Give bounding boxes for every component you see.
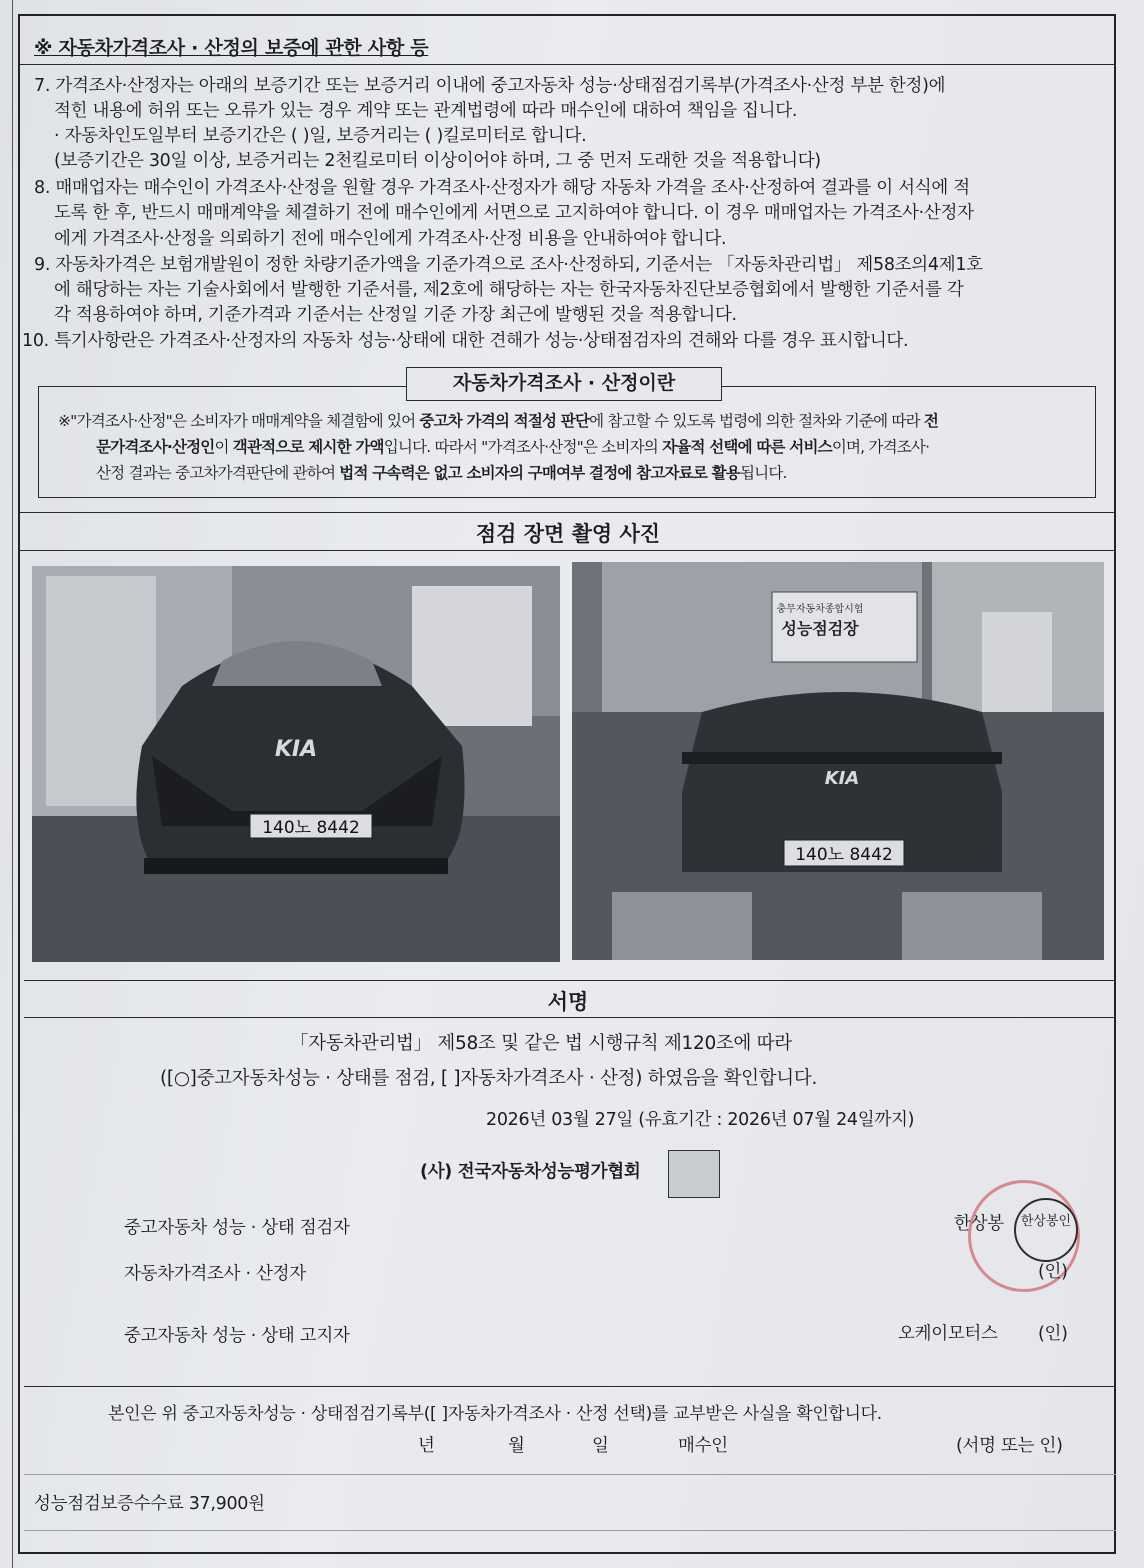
receipt-year: 년 (418, 1436, 435, 1456)
front-license-plate: 140노 8442 (262, 818, 360, 838)
notifier-name: 오케이모터스 (898, 1324, 998, 1344)
buyer-label: 매수인 (678, 1436, 728, 1456)
receipt-day: 일 (592, 1436, 609, 1456)
divider (20, 550, 1116, 551)
divider (20, 512, 1116, 513)
warranty-line: 에 해당하는 자는 기술사회에서 발행한 기준서를, 제2호에 해당하는 자는 한국자동차진단보증협회에서 발행한 기준서를 각 (54, 280, 964, 300)
warranty-heading: ※ 자동차가격조사 · 산정의 보증에 관한 사항 등 (34, 37, 429, 59)
appraiser-label: 자동차가격조사 · 산정자 (124, 1264, 306, 1284)
divider (20, 64, 1116, 65)
inspector-name: 한상봉 (954, 1214, 1004, 1234)
warranty-line: 도록 한 후, 반드시 매매계약을 체결하기 전에 매수인에게 서면으로 고지하여야 합니다. 이 경우 매매업자는 가격조사·산정자 (54, 203, 974, 223)
warranty-line: 에게 가격조사·산정을 의뢰하기 전에 매수인에게 가격조사·산정 비용을 안내하여야 합니다. (54, 229, 727, 249)
definition-title: 자동차가격조사 · 산정이란 (406, 367, 722, 401)
divider (24, 1530, 1116, 1531)
association-name: (사) 전국자동차성능평가협회 (420, 1162, 641, 1182)
rear-brand-logo: KIA (824, 768, 860, 789)
definition-line-1: ※"가격조사·산정"은 소비자가 매매계약을 체결함에 있어 중고차 가격의 적절성 판단에 참고할 수 있도록 법령에 의한 절차와 기준에 따라 전 (58, 412, 939, 430)
divider (24, 1386, 1116, 1387)
warranty-line: · 자동차인도일부터 보증기간은 ( )일, 보증거리는 ( )킬로미터로 합니다. (54, 126, 587, 146)
definition-line-2: 문가격조사·산정인이 객관적으로 제시한 가액입니다. 따라서 "가격조사·산정"은 소비자의 자율적 선택에 따른 서비스이며, 가격조사· (96, 438, 930, 456)
divider (24, 1474, 1116, 1475)
divider (24, 980, 1116, 981)
confirmation-line: ([○]중고자동차성능 · 상태를 점검, [ ]자동차가격조사 · 산정) 하였음을 확인합니다. (160, 1068, 818, 1089)
appraiser-seal-mark: (인) (1038, 1262, 1068, 1282)
receipt-confirmation: 본인은 위 중고자동차성능 · 상태점검기록부([ ]자동차가격조사 · 산정 선택)를 교부받은 사실을 확인합니다. (108, 1404, 882, 1424)
inspection-fee: 성능점검보증수수료 37,900원 (34, 1494, 265, 1514)
warranty-line: 적힌 내용에 허위 또는 오류가 있는 경우 계약 또는 관계법령에 따라 매수인에 대하여 책임을 집니다. (54, 101, 798, 121)
receipt-month: 월 (508, 1436, 525, 1456)
rear-license-plate: 140노 8442 (795, 845, 893, 865)
warranty-line: 8. 매매업자는 매수인이 가격조사·산정을 원할 경우 가격조사·산정자가 해당 자동차 가격을 조사·산정하여 결과를 이 서식에 적 (34, 178, 970, 198)
banner-line-1: 충무자동차종합시험 (776, 604, 864, 615)
inspector-label: 중고자동차 성능 · 상태 점검자 (124, 1218, 350, 1238)
notifier-label: 중고자동차 성능 · 상태 고지자 (124, 1326, 350, 1346)
rear-photo (572, 562, 1104, 960)
front-photo (32, 566, 560, 962)
photos-title: 점검 장면 촬영 사진 (475, 522, 661, 546)
front-brand-logo: KIA (274, 737, 318, 762)
personal-seal: 한상봉인 (1014, 1198, 1078, 1262)
warranty-line: (보증기간은 30일 이상, 보증거리는 2천킬로미터 이상이어야 하며, 그 중 먼저 도래한 것을 적용합니다) (54, 151, 821, 171)
inspection-date: 2026년 03월 27일 (유효기간 : 2026년 07월 24일까지) (486, 1110, 915, 1130)
warranty-line: 10. 특기사항란은 가격조사·산정자의 자동차 성능·상태에 대한 견해가 성능·상태점검자의 견해와 다를 경우 표시합니다. (22, 331, 909, 351)
association-seal (668, 1150, 720, 1198)
sign-hint: (서명 또는 인) (956, 1436, 1063, 1456)
banner-line-2: 성능점검장 (781, 619, 859, 638)
definition-line-3: 산정 결과는 중고차가격판단에 관하여 법적 구속력은 없고 소비자의 구매여부 결정에 참고자료로 활용됩니다. (96, 464, 787, 482)
warranty-line: 각 적용하여야 하며, 기준가격과 기준서는 산정일 기준 가장 최근에 발행된 것을 적용합니다. (54, 305, 737, 325)
warranty-line: 7. 가격조사·산정자는 아래의 보증기간 또는 보증거리 이내에 중고자동차 성능·상태점검기록부(가격조사·산정 부분 한정)에 (34, 76, 946, 96)
law-basis-line: 「자동차관리법」 제58조 및 같은 법 시행규칙 제120조에 따라 (290, 1033, 792, 1054)
divider (24, 1017, 1116, 1018)
page-edge-line (0, 0, 13, 1568)
notifier-seal-mark: (인) (1038, 1324, 1068, 1344)
signature-title: 서명 (547, 990, 589, 1014)
warranty-line: 9. 자동차가격은 보험개발원이 정한 차량기준가액을 기준가격으로 조사·산정하되, 기준서는 「자동차관리법」 제58조의4제1호 (34, 255, 983, 275)
